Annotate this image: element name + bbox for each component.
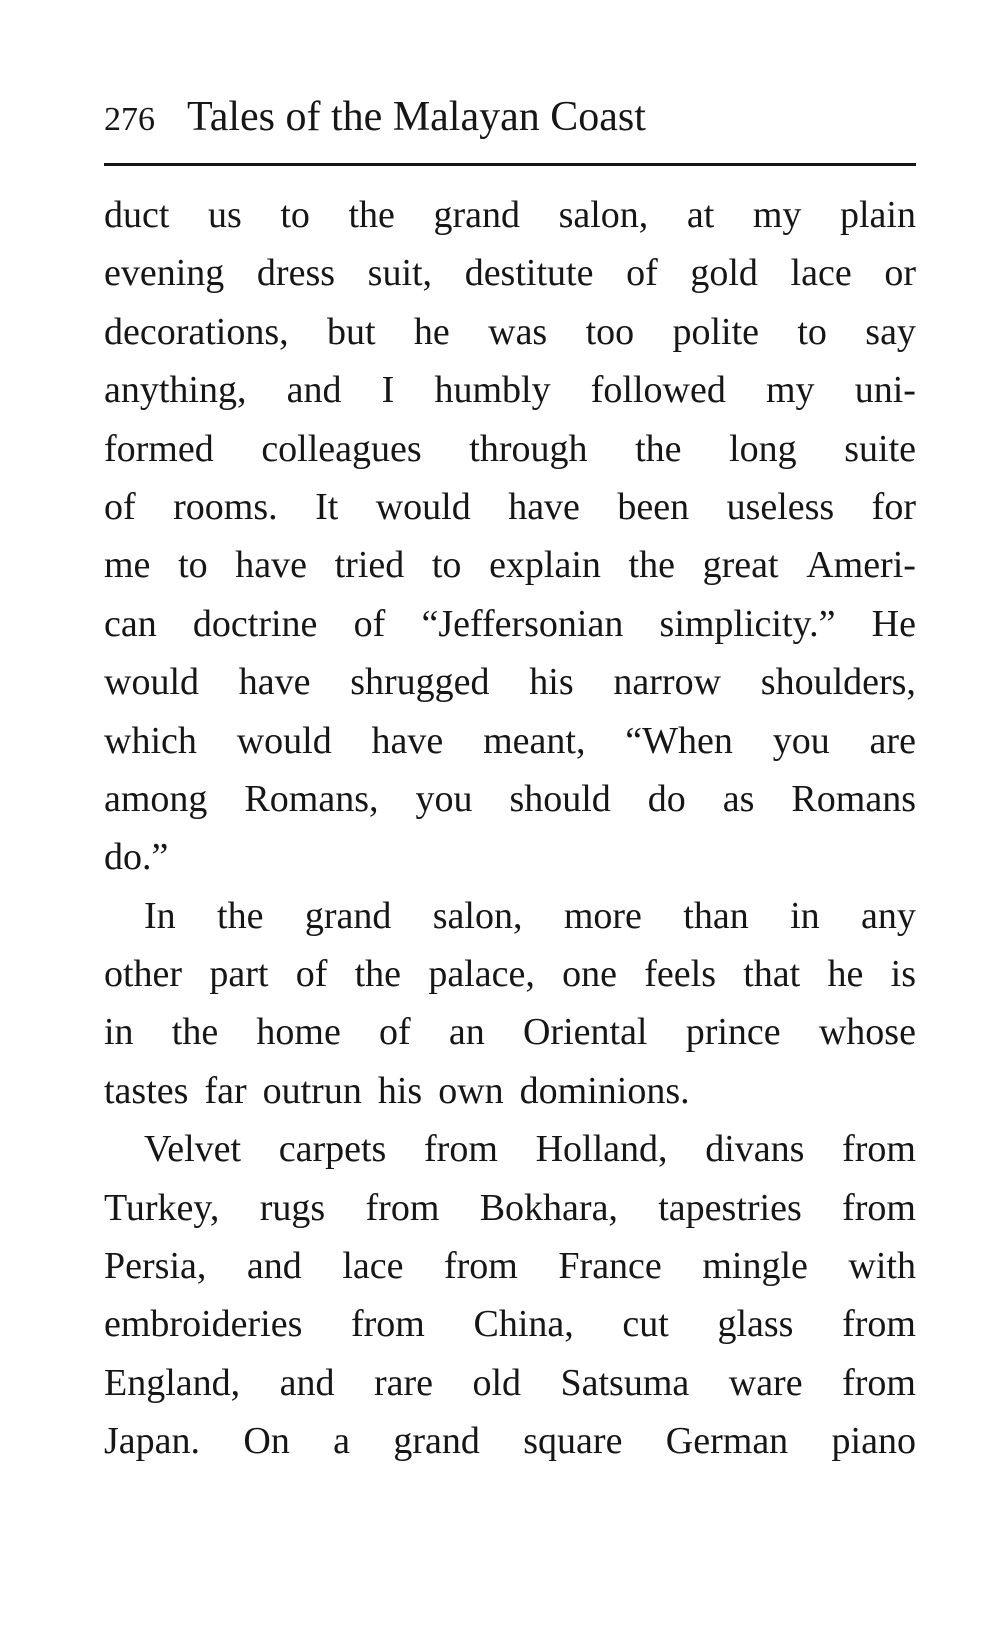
text-line	[104, 828, 916, 886]
word: you	[772, 719, 830, 762]
word: piano	[831, 1420, 916, 1463]
word: you	[415, 777, 473, 820]
word: dominions.	[519, 1069, 690, 1112]
word: of	[379, 1011, 411, 1054]
word: for	[871, 485, 916, 528]
word: from	[842, 1303, 916, 1346]
word: lace	[790, 252, 852, 295]
word: Oriental	[522, 1011, 648, 1054]
word: far	[204, 1069, 247, 1112]
word: polite	[672, 310, 760, 353]
word: from	[365, 1186, 440, 1229]
word: with	[848, 1245, 916, 1288]
word: Japan.	[104, 1420, 201, 1463]
word: are	[869, 719, 916, 762]
word: among	[104, 777, 208, 820]
word: Velvet	[144, 1128, 242, 1171]
word: France	[558, 1245, 662, 1288]
word: would	[375, 485, 471, 528]
book-title: Tales of the Malayan Coast	[187, 94, 646, 140]
word: the	[217, 894, 264, 937]
word: dress	[256, 252, 336, 295]
word: than	[683, 894, 749, 937]
word: suite	[844, 427, 916, 470]
word: feels	[644, 953, 716, 996]
word: the	[171, 1011, 219, 1054]
word: say	[865, 310, 916, 353]
text-line	[104, 887, 916, 945]
word: my	[752, 194, 802, 236]
word: the	[635, 427, 682, 470]
word: that	[743, 953, 801, 996]
word: the	[354, 953, 402, 996]
word: he	[413, 310, 450, 353]
word: followed	[590, 369, 726, 412]
word: I	[381, 369, 395, 412]
word: do.”	[104, 836, 169, 879]
word: any	[861, 894, 916, 937]
word: us	[208, 194, 242, 236]
word: of	[295, 953, 328, 996]
word: useless	[726, 485, 835, 528]
word: shoulders,	[760, 661, 916, 704]
word: from	[842, 1128, 916, 1171]
word: German	[665, 1420, 789, 1463]
word: from	[424, 1128, 498, 1171]
text-line	[104, 478, 916, 536]
word: of	[104, 485, 136, 528]
word: “Jeffersonian	[421, 602, 624, 645]
text-line	[104, 945, 916, 1003]
text-line	[104, 1003, 916, 1061]
word: humbly	[434, 369, 551, 412]
running-head	[104, 88, 916, 146]
word: tastes	[104, 1069, 189, 1112]
word: at	[686, 194, 715, 236]
word: an	[448, 1011, 485, 1054]
word: On	[243, 1420, 290, 1463]
word: too	[585, 310, 635, 353]
word: in	[104, 1011, 134, 1054]
word: he	[827, 953, 864, 996]
word: salon,	[432, 894, 523, 937]
word: to	[431, 544, 462, 587]
word: duct	[104, 194, 170, 236]
text-line	[104, 536, 916, 594]
word: explain	[489, 544, 601, 587]
word: the	[628, 544, 675, 587]
word: one	[562, 953, 617, 996]
word: as	[722, 777, 755, 820]
word: Romans,	[244, 777, 379, 820]
word: Holland,	[535, 1128, 668, 1171]
word: from	[444, 1245, 518, 1288]
word: more	[563, 894, 642, 937]
word: evening	[104, 252, 225, 295]
word: have	[508, 485, 580, 528]
text-line	[104, 1412, 916, 1470]
word: grand	[393, 1420, 480, 1463]
word: to	[280, 194, 310, 236]
book-page	[104, 88, 916, 1471]
word: and	[286, 369, 342, 412]
word: through	[469, 427, 588, 470]
word: great	[702, 544, 779, 587]
word: have	[235, 544, 307, 587]
word: grand	[304, 894, 392, 937]
word: England,	[104, 1361, 241, 1404]
word: his	[377, 1069, 423, 1112]
text-line	[104, 1062, 916, 1120]
word: tried	[334, 544, 405, 587]
word: have	[238, 661, 311, 704]
text-line	[104, 1295, 916, 1353]
text-line	[104, 1179, 916, 1237]
word: destitute	[464, 252, 594, 295]
word: simplicity.”	[659, 602, 836, 645]
body-text	[104, 186, 916, 1471]
page-number: 276	[104, 101, 155, 138]
word: which	[104, 719, 197, 762]
word: home	[256, 1011, 341, 1054]
word: my	[766, 369, 815, 412]
word: China,	[473, 1303, 574, 1346]
word: embroideries	[104, 1303, 303, 1346]
word: narrow	[613, 661, 722, 704]
word: have	[371, 719, 444, 762]
word: old	[472, 1361, 522, 1404]
word: formed	[104, 427, 214, 470]
word: own	[438, 1069, 504, 1112]
word: other	[104, 953, 183, 996]
word: do	[647, 777, 686, 820]
word: was	[488, 310, 548, 353]
word: to	[178, 544, 208, 587]
word: palace,	[428, 953, 535, 996]
text-line	[104, 1120, 916, 1178]
word: Turkey,	[104, 1186, 220, 1229]
word: part	[209, 953, 269, 996]
word: It	[315, 485, 339, 528]
word: or	[884, 252, 916, 295]
text-line	[104, 712, 916, 770]
word: tapestries	[658, 1186, 802, 1229]
word: should	[509, 777, 611, 820]
word: rooms.	[173, 485, 278, 528]
word: carpets	[278, 1128, 387, 1171]
word: shrugged	[350, 661, 490, 704]
text-line	[104, 1354, 916, 1412]
header-rule	[104, 163, 916, 166]
text-line	[104, 244, 916, 302]
word: whose	[818, 1011, 916, 1054]
word: glass	[717, 1303, 794, 1346]
word: Bokhara,	[479, 1186, 618, 1229]
word: from	[842, 1186, 916, 1229]
word: grand	[433, 194, 521, 236]
word: a	[333, 1420, 351, 1463]
word: and	[279, 1361, 335, 1404]
text-line	[104, 1237, 916, 1295]
text-line	[104, 303, 916, 361]
word: ware	[728, 1361, 803, 1404]
text-line	[104, 770, 916, 828]
word: long	[729, 427, 797, 470]
word: can	[104, 602, 157, 645]
word: rugs	[259, 1186, 326, 1229]
word: to	[797, 310, 827, 353]
word: salon,	[558, 194, 649, 236]
word: meant,	[483, 719, 586, 762]
word: but	[327, 310, 376, 353]
word: from	[351, 1303, 425, 1346]
word: of	[626, 252, 658, 295]
text-line	[104, 361, 916, 419]
word: Romans	[791, 777, 916, 820]
text-line	[104, 186, 916, 244]
word: and	[246, 1245, 302, 1288]
word: of	[353, 602, 386, 645]
word: divans	[705, 1128, 805, 1171]
word: the	[348, 194, 395, 236]
word: square	[523, 1420, 623, 1463]
word: decorations,	[104, 310, 289, 353]
word: in	[790, 894, 820, 937]
word: been	[617, 485, 690, 528]
text-line	[104, 653, 916, 711]
word: me	[104, 544, 151, 587]
word: would	[104, 661, 199, 704]
text-line	[104, 420, 916, 478]
word: He	[871, 602, 916, 645]
word: gold	[690, 252, 758, 295]
word: mingle	[702, 1245, 808, 1288]
word: lace	[342, 1245, 404, 1288]
word: is	[890, 953, 916, 996]
word: In	[144, 894, 176, 937]
word: rare	[373, 1361, 433, 1404]
text-line	[104, 595, 916, 653]
word: uni-	[854, 369, 916, 412]
word: cut	[622, 1303, 669, 1346]
word: outrun	[262, 1069, 362, 1112]
word: suit,	[367, 252, 433, 295]
word: colleagues	[261, 427, 422, 470]
word: Persia,	[104, 1245, 207, 1288]
word: plain	[839, 194, 916, 236]
word: Ameri-	[806, 544, 916, 587]
word: doctrine	[192, 602, 318, 645]
word: “When	[625, 719, 733, 762]
word: his	[529, 661, 574, 704]
word: prince	[685, 1011, 781, 1054]
word: Satsuma	[560, 1361, 690, 1404]
word: anything,	[104, 369, 247, 412]
word: from	[842, 1361, 916, 1404]
word: would	[236, 719, 332, 762]
